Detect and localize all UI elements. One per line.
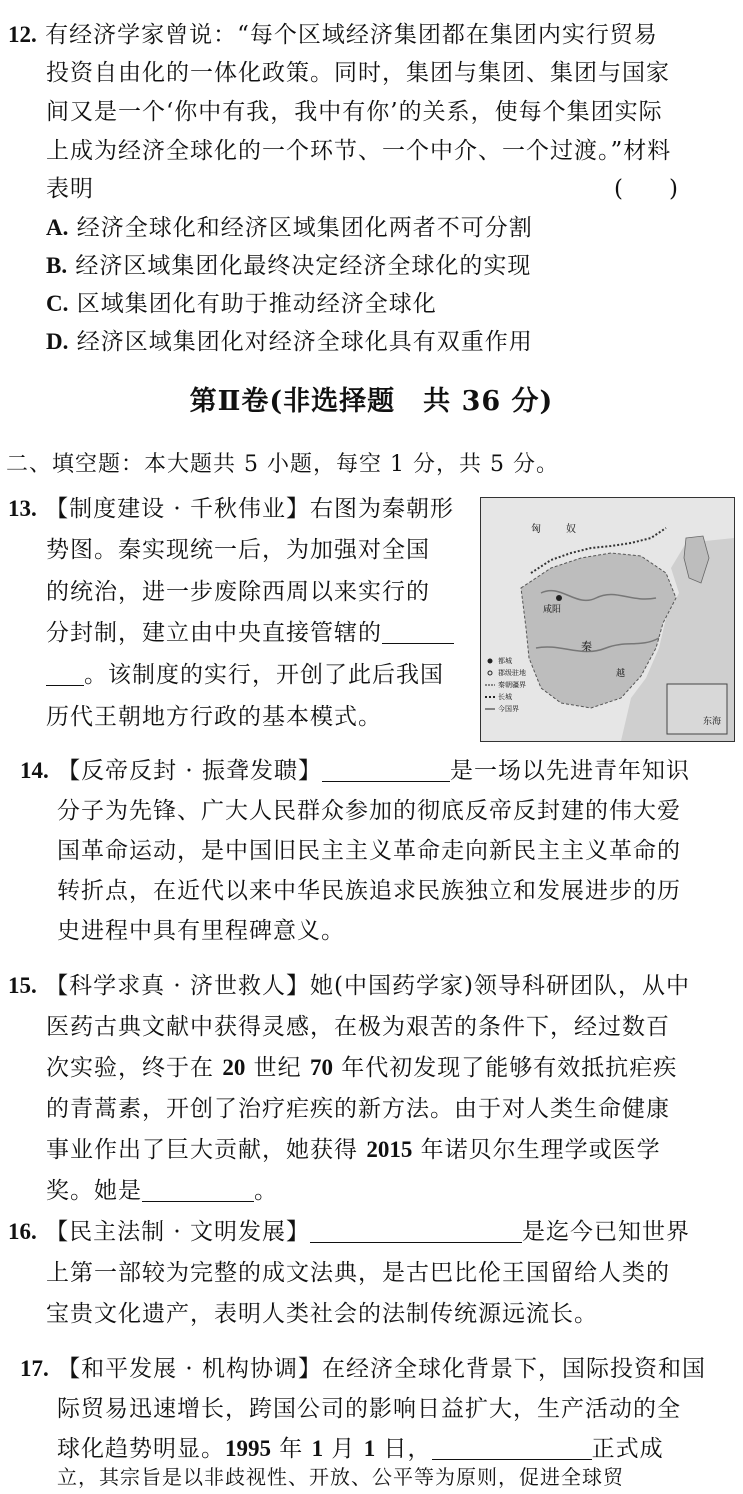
question-number: 15. xyxy=(8,973,37,998)
option-text: 区域集团化有助于推动经济全球化 xyxy=(76,291,437,317)
question-text: 年 xyxy=(271,1436,312,1462)
question-text: 月 xyxy=(323,1436,364,1462)
question-number-inline: 20 xyxy=(222,1055,246,1080)
map-label: 越 xyxy=(616,669,626,679)
map-label: 秦 xyxy=(581,640,592,653)
question-text: 【民主法制 · 文明发展】 xyxy=(45,1219,310,1245)
map-label: 咸阳 xyxy=(543,605,562,615)
question-text-line: 分封制，建立由中央直接管辖的 xyxy=(46,620,382,646)
question-text-line: 上成为经济全球化的一个环节、一个中介、一个过渡。”材料 xyxy=(46,138,672,164)
question-text-line: 分子为先锋、广大人民群众参加的彻底反帝反封建的伟大爱 xyxy=(57,798,681,824)
legend-item: 郡级驻地 xyxy=(498,669,526,677)
answer-parentheses: ( ) xyxy=(614,176,678,202)
question-text: 日， xyxy=(375,1436,432,1462)
question-number-inline: 1 xyxy=(363,1436,376,1461)
question-number-inline: 1995 xyxy=(225,1436,271,1461)
question-number-inline: 2015 xyxy=(366,1137,413,1162)
question-text: 球化趋势明显。 xyxy=(57,1436,225,1462)
question-text-line: 国革命运动，是中国旧民主主义革命走向新民主主义革命的 xyxy=(57,838,681,864)
question-text-line: 际贸易迅速增长，跨国公司的影响日益扩大，生产活动的全 xyxy=(57,1396,681,1422)
option-a xyxy=(46,211,533,245)
question-text: 次实验，终于在 xyxy=(46,1055,223,1081)
question-text: 奖。她是 xyxy=(46,1178,142,1204)
question-text-line: 是一场以先进青年知识 xyxy=(450,758,690,784)
question-text: 世纪 xyxy=(245,1055,310,1081)
option-text: 经济区域集团化对经济全球化具有双重作用 xyxy=(76,329,533,355)
question-text-line: 的统治，进一步废除西周以来实行的 xyxy=(46,579,430,605)
question-text-line: 转折点，在近代以来中华民族追求民族独立和发展进步的历 xyxy=(57,878,681,904)
option-text: 经济全球化和经济区域集团化两者不可分割 xyxy=(76,215,533,241)
question-text-line: 历代王朝地方行政的基本模式。 xyxy=(46,704,382,730)
qin-dynasty-map xyxy=(480,497,735,742)
answer-blank[interactable] xyxy=(310,1218,522,1243)
answer-blank[interactable] xyxy=(322,757,450,782)
question-number-inline: 1 xyxy=(311,1436,324,1461)
map-label: 奴 xyxy=(566,524,576,535)
option-text: 经济区域集团化最终决定经济全球化的实现 xyxy=(75,253,532,279)
question-text-line: 立，其宗旨是以非歧视性、开放、公平等为原则，促进全球贸 xyxy=(57,1465,624,1489)
question-text-line: 表明 xyxy=(46,176,94,202)
question-text: 事业作出了巨大贡献，她获得 xyxy=(46,1137,367,1163)
question-text-line: 【科学求真 · 济世救人】她(中国药学家)领导科研团队，从中 xyxy=(45,973,690,999)
option-c xyxy=(46,287,437,321)
question-text-line: 间又是一个‘你中有我，我中有你’的关系，使每个集团实际 xyxy=(46,99,663,125)
question-text-line: 投资自由化的一体化政策。同时，集团与集团、集团与国家 xyxy=(46,60,670,86)
question-number-inline: 70 xyxy=(309,1055,333,1080)
question-text-line: 的青蒿素，开创了治疗疟疾的新方法。由于对人类生命健康 xyxy=(46,1096,670,1122)
section-title: 第Ⅱ卷(非选择题 共 36 分) xyxy=(189,386,554,417)
option-key: B. xyxy=(46,253,68,278)
option-key: D. xyxy=(46,329,69,354)
question-text: 是迄今已知世界 xyxy=(522,1219,690,1245)
question-text-line: 势图。秦实现统一后，为加强对全国 xyxy=(46,537,430,563)
answer-blank[interactable] xyxy=(46,661,84,686)
question-text: 【和平发展 · 机构协调】在经济全球化背景下，国际投资和国 xyxy=(57,1356,706,1382)
question-text-line: 宝贵文化遗产，表明人类社会的法制传统源远流长。 xyxy=(46,1301,598,1327)
answer-blank[interactable] xyxy=(142,1177,254,1202)
section-instruction: 二、填空题：本大题共 5 小题，每空 1 分，共 5 分。 xyxy=(6,452,559,477)
option-key: C. xyxy=(46,291,69,316)
question-text-line: 。该制度的实行，开创了此后我国 xyxy=(84,662,444,688)
question-text-line: 有经济学家曾说：“每个区域经济集团都在集团内实行贸易 xyxy=(45,22,658,48)
option-b xyxy=(46,249,531,283)
question-text-line: 【制度建设 · 千秋伟业】右图为秦朝形 xyxy=(45,496,454,522)
legend-item: 秦朝疆界 xyxy=(498,681,526,689)
legend-item: 长城 xyxy=(498,693,512,701)
map-label: 东海 xyxy=(703,717,722,727)
map-label: 匈 xyxy=(531,524,541,535)
question-number: 16. xyxy=(8,1219,37,1244)
question-text-line: 上第一部较为完整的成文法典，是古巴比伦王国留给人类的 xyxy=(46,1260,670,1286)
answer-blank[interactable] xyxy=(382,619,454,644)
question-text-line: 医药古典文献中获得灵感，在极为艰苦的条件下，经过数百 xyxy=(46,1014,670,1040)
answer-blank[interactable] xyxy=(432,1435,592,1460)
question-text: 。 xyxy=(254,1178,278,1204)
question-text: 年代初发现了能够有效抵抗疟疾 xyxy=(332,1055,678,1081)
question-number: 17. xyxy=(20,1356,49,1381)
question-text: 正式成 xyxy=(591,1436,664,1462)
question-number: 14. xyxy=(20,758,49,783)
question-text: 年诺贝尔生理学或医学 xyxy=(412,1137,661,1163)
option-d xyxy=(46,325,533,359)
legend-item: 都城 xyxy=(498,657,512,665)
option-key: A. xyxy=(46,215,69,240)
question-number: 12. xyxy=(8,22,37,47)
question-text-line: 史进程中具有里程碑意义。 xyxy=(57,918,345,944)
legend-item: 今国界 xyxy=(498,705,519,713)
question-number: 13. xyxy=(8,496,37,521)
question-text-line: 【反帝反封 · 振聋发聩】 xyxy=(57,758,322,784)
